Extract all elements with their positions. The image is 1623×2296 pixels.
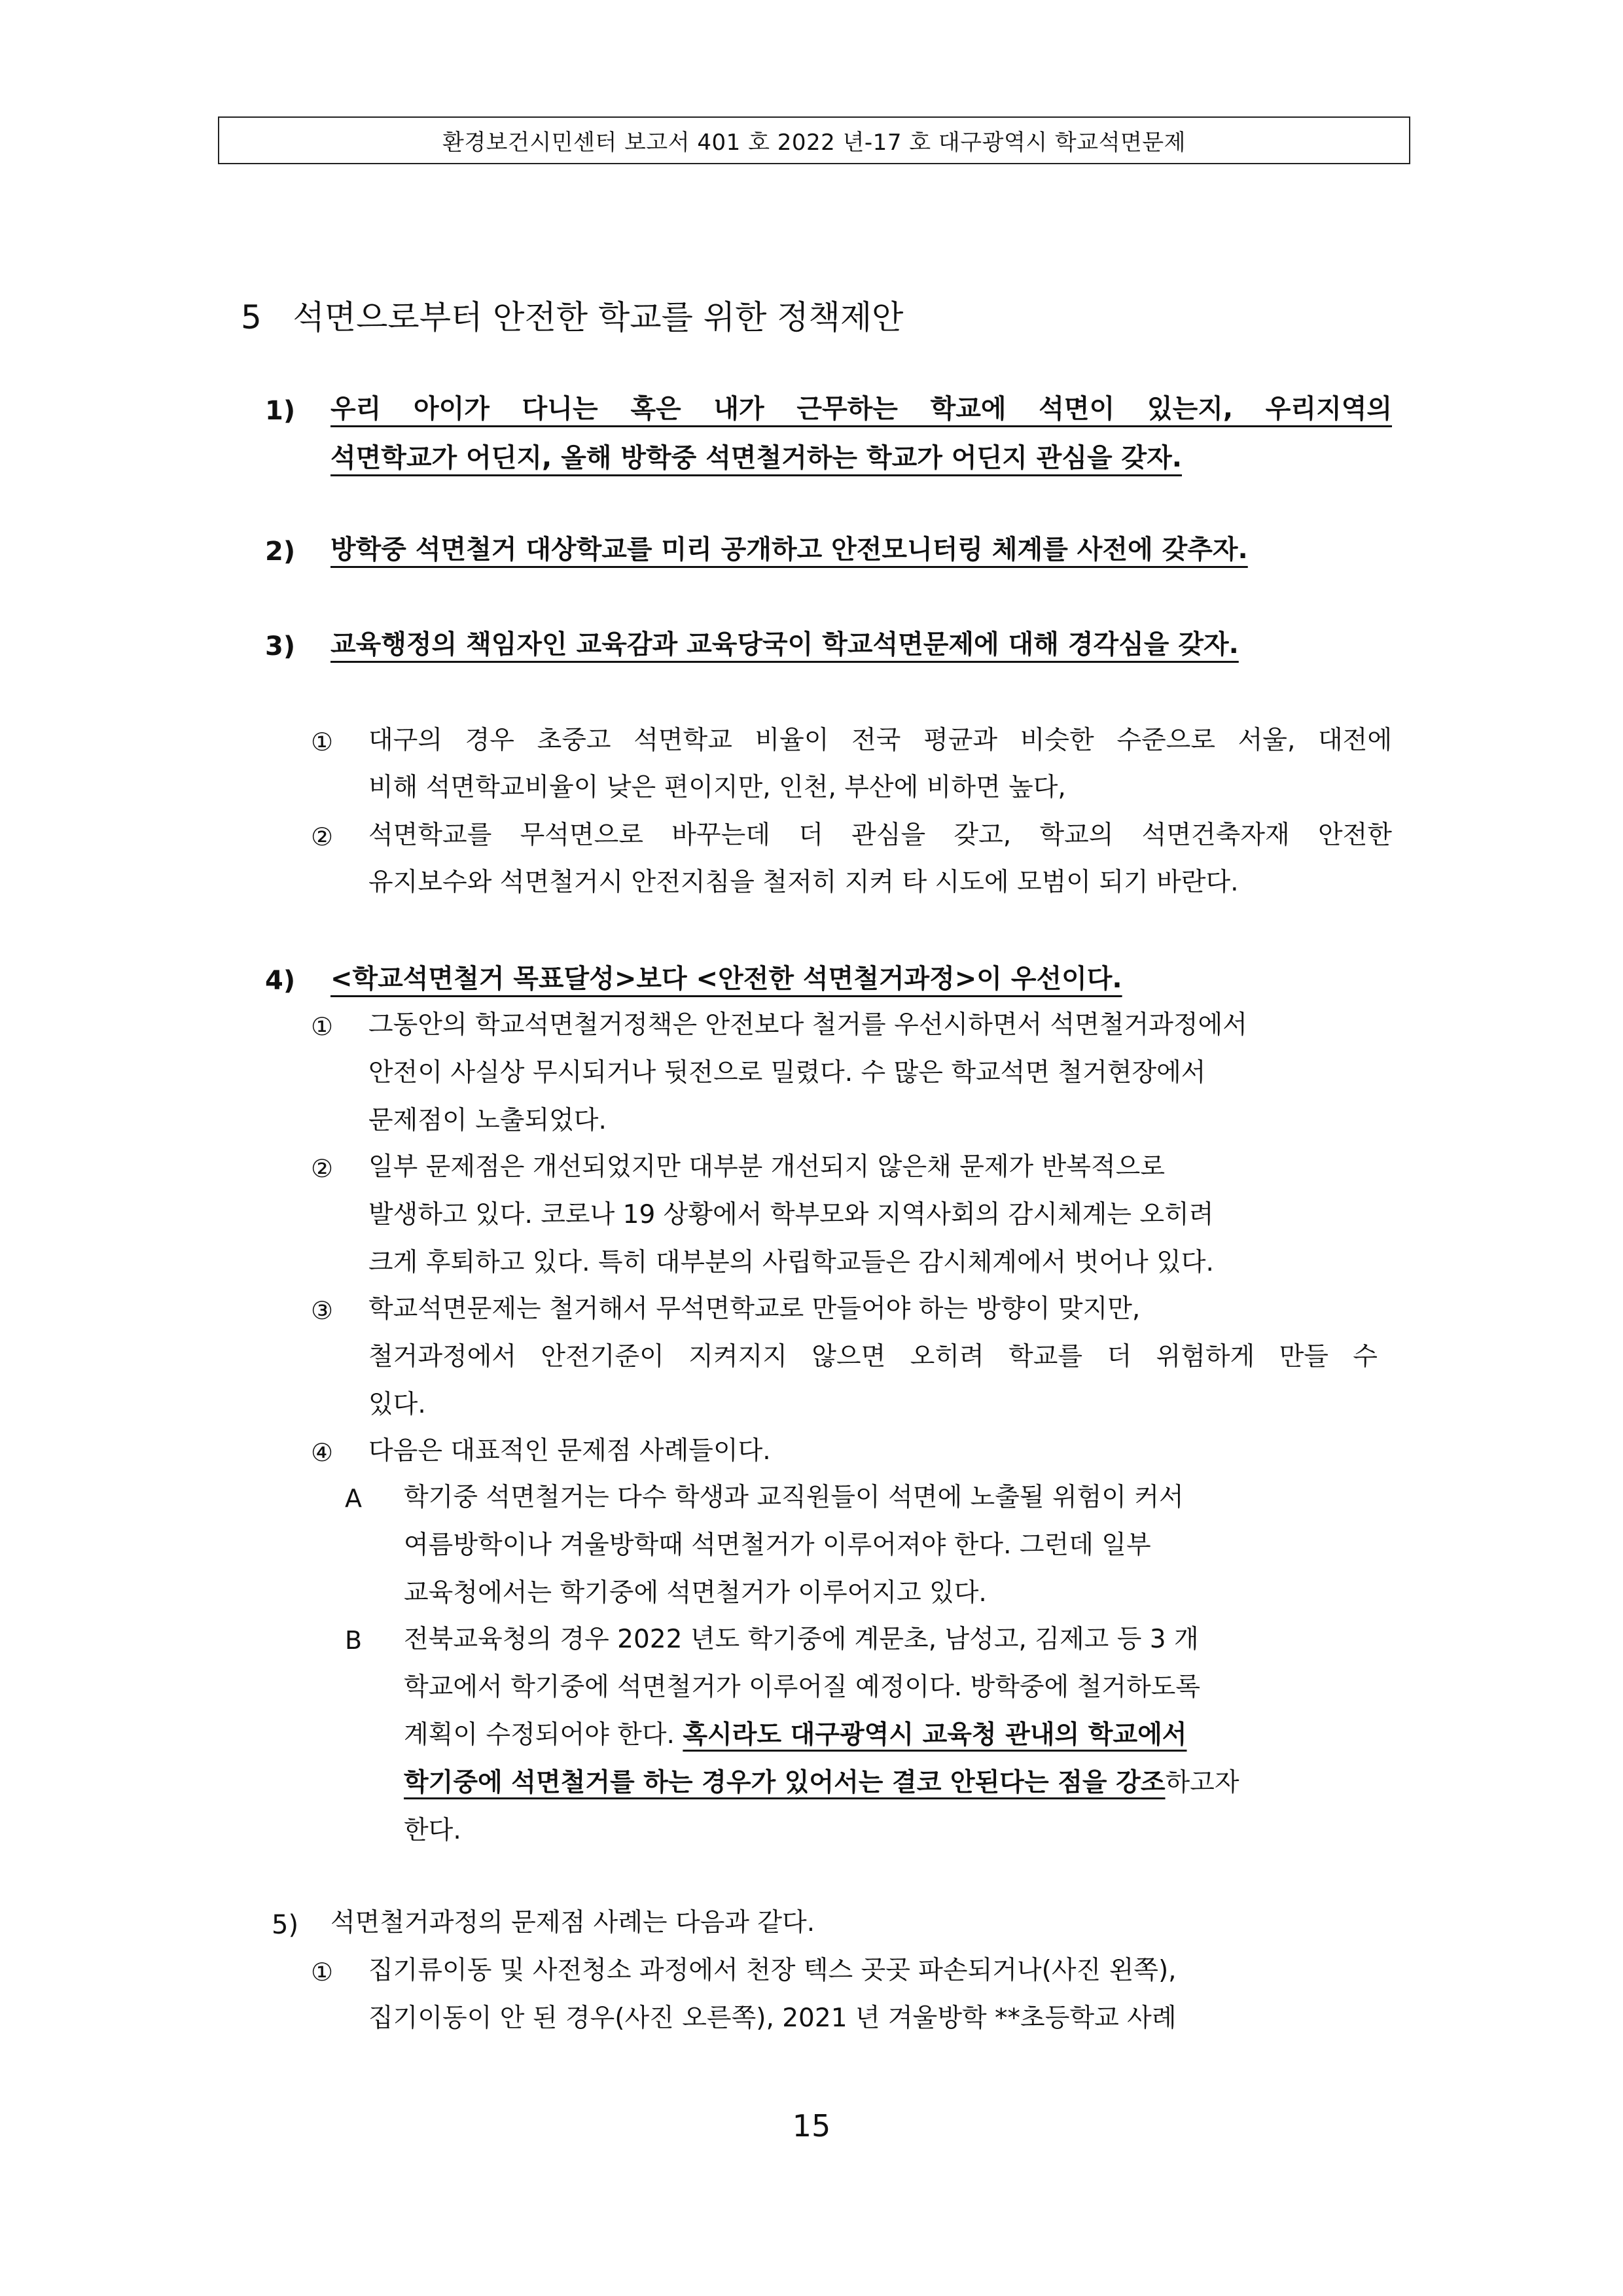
item-number-1: 1)	[265, 396, 296, 426]
item-2-line-1: 방학중 석면철거 대상학교를 미리 공개하고 안전모니터링 체계를 사전에 갖추자.	[330, 535, 1248, 565]
case-b-line-3: 계획이 수정되어야 한다. 혹시라도 대구광역시 교육청 관내의 학교에서	[404, 1720, 1187, 1750]
case-b-emphasis-1: 혹시라도 대구광역시 교육청 관내의 학교에서	[683, 1720, 1187, 1750]
item-4-sub-2-line-1: 일부 문제점은 개선되었지만 대부분 개선되지 않은채 문제가 반복적으로	[368, 1152, 1165, 1182]
item-number-3: 3)	[265, 631, 296, 662]
case-a-line-3: 교육청에서는 학기중에 석면철거가 이루어지고 있다.	[404, 1578, 987, 1608]
item-5-sub-1-marker: ①	[311, 1958, 334, 1987]
report-header: 환경보건시민센터 보고서 401 호 2022 년-17 호 대구광역시 학교석면문제	[218, 116, 1410, 164]
item-4-sub-2-marker: ②	[311, 1154, 334, 1183]
item-number-5: 5)	[272, 1910, 299, 1940]
item-4-sub-1-line-2: 안전이 사실상 무시되거나 뒷전으로 밀렸다. 수 많은 학교석면 철거현장에서	[368, 1058, 1206, 1087]
item-5-sub-1-line-1: 집기류이동 및 사전청소 과정에서 천장 텍스 곳곳 파손되거나(사진 왼쪽),	[368, 1956, 1177, 1985]
item-number-4: 4)	[265, 966, 296, 996]
item-3-sub-1-marker: ①	[311, 728, 334, 756]
item-4-sub-4-line-1: 다음은 대표적인 문제점 사례들이다.	[368, 1436, 771, 1466]
case-a-line-1: 학기중 석면철거는 다수 학생과 교직원들이 석면에 노출될 위험이 커서	[404, 1483, 1184, 1512]
item-3-sub-1-line-1: 대구의 경우 초중고 석면학교 비율이 전국 평균과 비슷한 수준으로 서울, 대전에	[368, 726, 1392, 755]
item-5-sub-1-line-2: 집기이동이 안 된 경우(사진 오른쪽), 2021 년 겨울방학 **초등학교 사례	[368, 2004, 1177, 2033]
case-a-line-2: 여름방학이나 겨울방학때 석면철거가 이루어져야 한다. 그런데 일부	[404, 1530, 1151, 1560]
case-b-line-4: 학기중에 석면철거를 하는 경우가 있어서는 결코 안된다는 점을 강조하고자	[404, 1768, 1240, 1797]
item-4-line-1: <학교석면철거 목표달성>보다 <안전한 석면철거과정>이 우선이다.	[330, 964, 1122, 994]
case-a-marker: A	[345, 1484, 362, 1513]
item-number-2: 2)	[265, 537, 296, 567]
item-4-sub-3-line-2: 철거과정에서 안전기준이 지켜지지 않으면 오히려 학교를 더 위험하게 만들 수	[368, 1342, 1378, 1371]
section-title: 5 석면으로부터 안전한 학교를 위한 정책제안	[241, 298, 904, 336]
item-3-sub-2-line-2: 유지보수와 석면철거시 안전지침을 철저히 지켜 타 시도에 모범이 되기 바란다.	[368, 868, 1239, 897]
item-4-sub-1-line-3: 문제점이 노출되었다.	[368, 1106, 607, 1135]
item-4-sub-1-marker: ①	[311, 1012, 334, 1041]
item-4-sub-2-line-2: 발생하고 있다. 코로나 19 상황에서 학부모와 지역사회의 감시체계는 오히려	[368, 1200, 1214, 1229]
item-3-sub-2-line-1: 석면학교를 무석면으로 바꾸는데 더 관심을 갖고, 학교의 석면건축자재 안전한	[368, 821, 1392, 850]
item-4-sub-1-line-1: 그동안의 학교석면철거정책은 안전보다 철거를 우선시하면서 석면철거과정에서	[368, 1010, 1247, 1040]
item-4-sub-2-line-3: 크게 후퇴하고 있다. 특히 대부분의 사립학교들은 감시체계에서 벗어나 있다.	[368, 1248, 1214, 1277]
case-b-line-1: 전북교육청의 경우 2022 년도 학기중에 계문초, 남성고, 김제고 등 3 개	[404, 1625, 1199, 1654]
page-number: 15	[792, 2108, 831, 2144]
case-b-emphasis-2: 학기중에 석면철거를 하는 경우가 있어서는 결코 안된다는 점을 강조	[404, 1768, 1166, 1797]
item-4-sub-4-marker: ④	[311, 1438, 334, 1467]
case-b-line-5: 한다.	[404, 1816, 461, 1845]
item-3-sub-1-line-2: 비해 석면학교비율이 낮은 편이지만, 인천, 부산에 비하면 높다,	[368, 773, 1066, 802]
item-3-sub-2-marker: ②	[311, 822, 334, 851]
case-b-marker: B	[345, 1626, 363, 1655]
case-b-line-2: 학교에서 학기중에 석면철거가 이루어질 예정이다. 방학중에 철거하도록	[404, 1672, 1200, 1702]
item-4-sub-3-line-3: 있다.	[368, 1390, 426, 1419]
item-4-sub-3-line-1: 학교석면문제는 철거해서 무석면학교로 만들어야 하는 방향이 맞지만,	[368, 1294, 1141, 1324]
item-3-line-1: 교육행정의 책임자인 교육감과 교육당국이 학교석면문제에 대해 경각심을 갖자.	[330, 629, 1239, 660]
item-4-sub-3-marker: ③	[311, 1296, 334, 1325]
item-5-line-1: 석면철거과정의 문제점 사례는 다음과 같다.	[330, 1908, 815, 1937]
item-1-line-1: 우리 아이가 다니는 혹은 내가 근무하는 학교에 석면이 있는지, 우리지역의	[330, 394, 1392, 424]
item-1-line-2: 석면학교가 어딘지, 올해 방학중 석면철거하는 학교가 어딘지 관심을 갖자.	[330, 443, 1182, 473]
